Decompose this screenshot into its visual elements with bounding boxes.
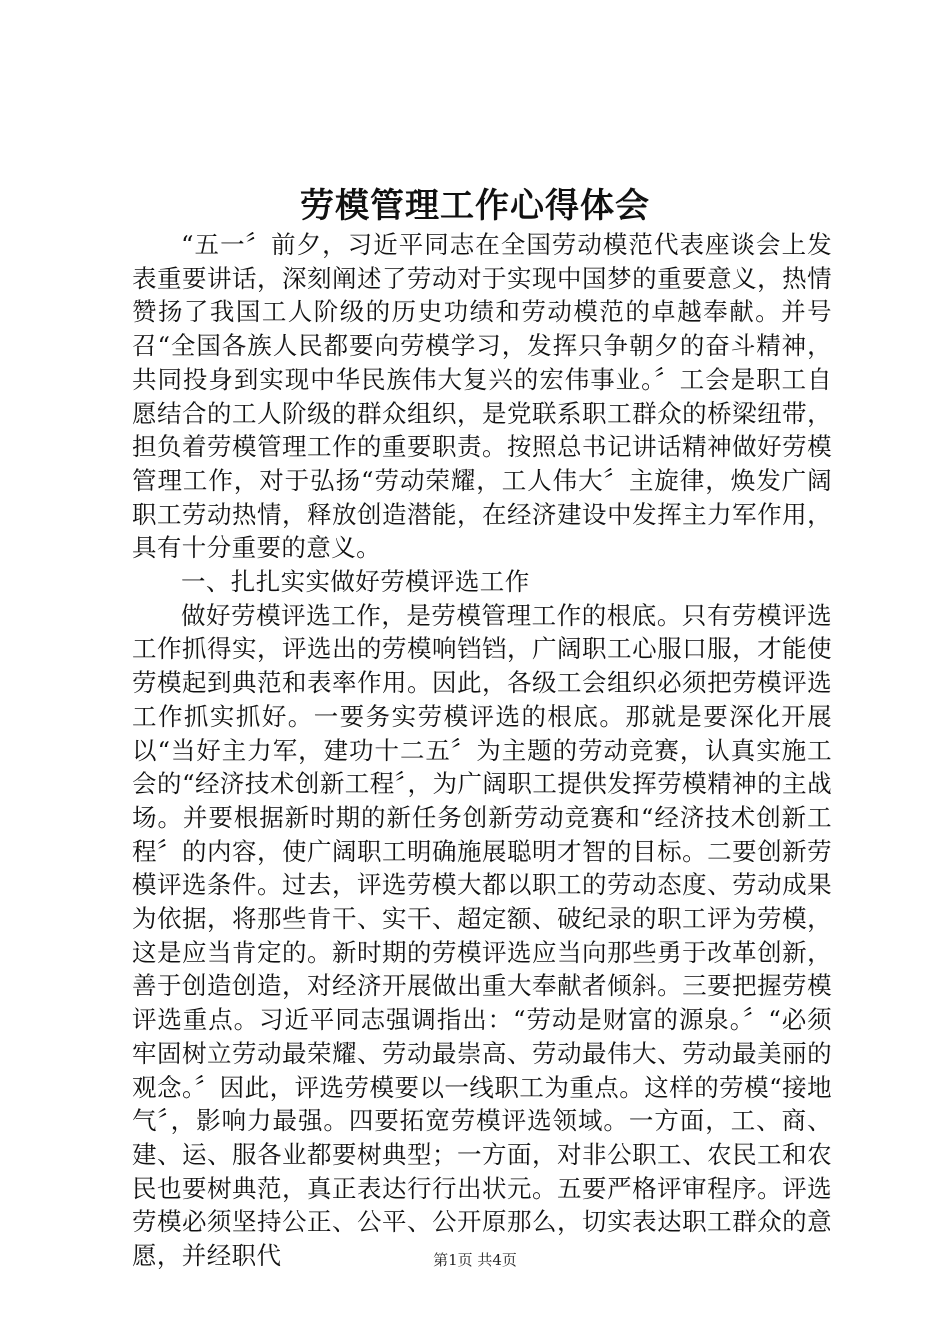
document-body: [132, 228, 832, 1273]
section-heading: 一、扎扎实实做好劳模评选工作: [181, 567, 530, 597]
page-footer: 第1页 共4页: [433, 1251, 517, 1269]
page-title: 劳模管理工作心得体会: [300, 186, 650, 226]
section-paragraph: 做好劳模评选工作，是劳模管理工作的根底。只有劳模评选工作抓得实，评选出的劳模响铛铛，广阔职工心服口服，才能使劳模起到典范和表率作用。因此，各级工会组织必须把劳模评选工作抓实抓好。一要务实劳模评选的根底。那就是要深化开展以“当好主力军，建功十二五〞为主题的劳动竞赛，认真实施工会的“经济技术创新工程〞，为广阔职工提供发挥劳模精神的主战场。并要根据新时期的新任务创新劳动竞赛和“经济技术创新工程〞的内容，使广阔职工明确施展聪明才智的目标。二要创新劳模评选条件。过去，评选劳模大都以职工的劳动态度、劳动成果为依据，将那些肯干、实干、超定额、破纪录的职工评为劳模，这是应当肯定的。新时期的劳模评选应当向那些勇于改革创新，善于创造创造，对经济开展做出重大奉献者倾斜。三要把握劳模评选重点。习近平同志强调指出：“劳动是财富的源泉。〞“必须牢固树立劳动最荣耀、劳动最崇高、劳动最伟大、劳动最美丽的观念。〞因此，评选劳模要以一线职工为重点。这样的劳模“接地气〞，影响力最强。四要拓宽劳模评选领域。一方面，工、商、建、运、服各业都要树典型；一方面，对非公职工、农民工和农民也要树典范，真正表达行行出状元。五要严格评审程序。评选劳模必须坚持公正、公平、公开原那么，切实表达职工群众的意愿，并经职代: [132, 600, 832, 1271]
intro-paragraph: “五一〞前夕，习近平同志在全国劳动模范代表座谈会上发表重要讲话，深刻阐述了劳动对于实现中国梦的重要意义，热情赞扬了我国工人阶级的历史功绩和劳动模范的卓越奉献。并号召“全国各族人民都要向劳模学习，发挥只争朝夕的奋斗精神，共同投身到实现中华民族伟大复兴的宏伟事业。〞工会是职工自愿结合的工人阶级的群众组织，是党联系职工群众的桥梁纽带，担负着劳模管理工作的重要职责。按照总书记讲话精神做好劳模管理工作，对于弘扬“劳动荣耀，工人伟大〞主旋律，焕发广阔职工劳动热情，释放创造潜能，在经济建设中发挥主力军作用，具有十分重要的意义。: [132, 230, 832, 563]
